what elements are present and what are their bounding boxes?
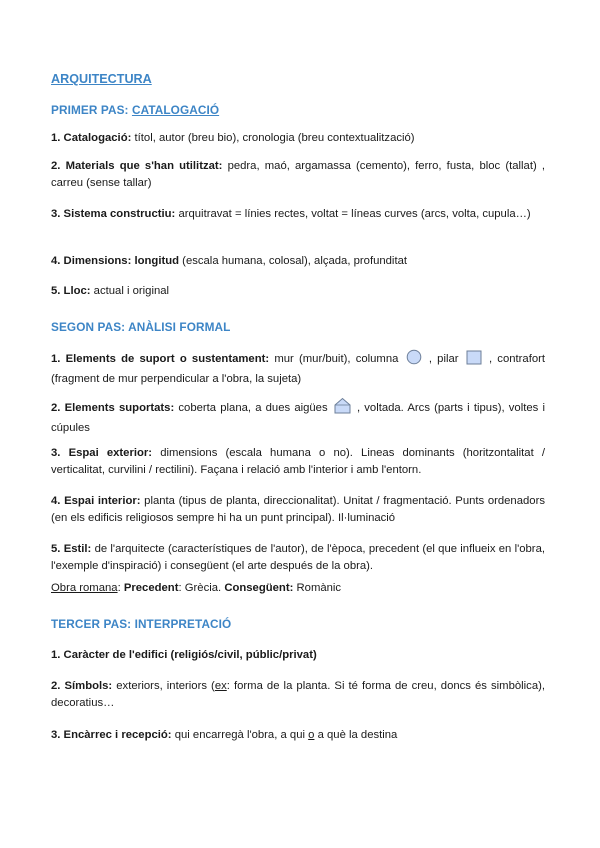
item-text: títol, autor (breu bio), cronologia (breu contextualització) [131,132,415,144]
step1-item-4 [51,253,545,270]
precedent-label: Precedent [123,582,179,594]
pillar-square-icon [466,350,482,371]
consequent-label: Consegüent: [224,582,294,594]
example-colon: : [117,582,124,594]
item-text: mur (mur/buit), columna [269,353,404,365]
step1-item-2 [51,158,545,192]
item-label: 2. Materials que s'han utilitzat: [51,160,223,172]
item-text: (escala humana, colosal), alçada, profunditat [179,255,407,267]
item-text: , pilar [423,353,464,365]
step2-heading: SEGON PAS: ANÀLISI FORMAL [51,320,231,334]
step2-item-3 [51,445,545,479]
step3-item-2 [51,678,545,712]
item-label: 1. Catalogació: [51,132,132,144]
item-label: 3. Encàrrec i recepció: [51,729,172,741]
step3-item-1 [51,647,545,664]
item-text: exteriors, interiors ( [112,680,215,692]
item-text: dimensions (escala humana o no). Lineas dominants (horitzontalitat / verticalitat, curvilini / rectilini). Façana i relació amb l'interior i amb l'entorn. [51,447,545,476]
item-label: 5. Lloc: [51,285,91,297]
step3-item-3 [51,727,545,744]
underlined-o: o [308,729,315,741]
document-title [51,71,545,89]
item-text: actual i original [90,285,170,297]
step1-item-1 [51,130,545,147]
item-text: , voltada. Arcs (parts i tipus), voltes i cúpules [51,402,545,434]
item-text: coberta plana, a dues aigües [174,402,332,414]
item-label: 2. Símbols: [51,680,113,692]
item-label: 3. Espai exterior: [51,447,153,459]
item-label: 1. Elements de suport o sustentament: [51,353,270,365]
item-label: 5. Estil: [51,543,92,555]
step1-heading-prefix: PRIMER PAS: [51,103,132,117]
example-name: Obra romana [51,582,118,594]
step2-item-5 [51,541,545,575]
consequent-value: Romànic [293,582,342,594]
title-link[interactable]: ARQUITECTURA [51,72,152,86]
item-text: a què la destina [314,729,398,741]
catalogacio-link[interactable]: CATALOGACIÓ [131,103,220,117]
item-text: : forma de la planta. Si té forma de creu, doncs és simbòlica), decoratius… [51,680,545,709]
step2-item-1 [51,349,545,388]
item-text: , contrafort (fragment de mur perpendicular a l'obra, la sujeta) [51,353,546,385]
item-text: pedra, maó, argamassa (cemento), ferro, fusta, bloc (tallat) , carreu (sense tallar) [51,160,546,189]
item-text: qui encarregà l'obra, a qui [171,729,309,741]
step1-heading [51,102,545,119]
roman-example [51,580,545,597]
item-label: 3. Sistema constructiu: [51,208,176,220]
step2-item-2 [51,397,545,437]
step2-item-4 [51,493,545,527]
item-text: arquitravat = línies rectes, voltat = líneas curves (arcs, volta, cupula…) [175,208,531,220]
item-label: 1. Caràcter de l'edifici (religiós/civil, públic/privat) [51,649,317,661]
step1-item-3 [51,206,545,223]
item-label: 4. Espai interior: [51,495,141,507]
item-label: 2. Elements suportats: [51,402,175,414]
step1-item-5 [51,283,545,300]
precedent-value: : Grècia. [178,582,225,594]
column-circle-icon [406,349,422,371]
item-text: de l'arquitecte (característiques de l'autor), de l'època, precedent (el que influeix en l'obra, l'exemple d'inspiració) i consegüent (el arte después de la obra). [51,543,545,572]
step3-heading: TERCER PAS: INTERPRETACIÓ [51,617,232,631]
gable-roof-icon [334,397,351,420]
item-label: 4. Dimensions: longitud [51,255,180,267]
item-text: planta (tipus de planta, direccionalitat). Unitat / fragmentació. Punts ordenadors (en els edificis religiosos sempre hi ha un punt principal). Il·luminació [51,495,545,524]
ex-abbrev: ex [214,680,227,692]
